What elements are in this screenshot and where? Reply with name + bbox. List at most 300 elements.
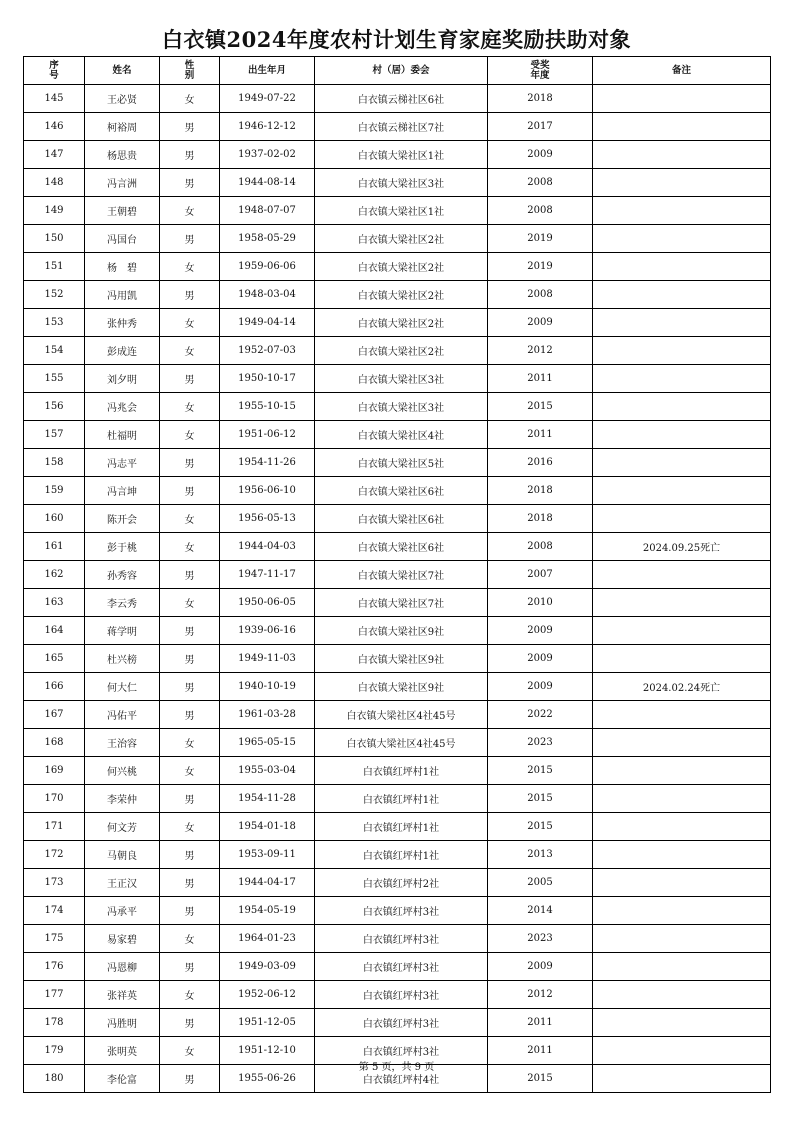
cell-birth: 1946-12-12 bbox=[220, 113, 315, 141]
cell-note bbox=[593, 645, 771, 673]
cell-name: 王朝碧 bbox=[85, 197, 160, 225]
page-footer: 第 5 页，共 9 页 bbox=[358, 1062, 435, 1073]
cell-award-year: 2015 bbox=[488, 1065, 593, 1093]
cell-village: 白衣镇红坪村3社 bbox=[315, 925, 488, 953]
cell-name: 张祥英 bbox=[85, 981, 160, 1009]
table-row bbox=[24, 561, 771, 589]
cell-seq: 172 bbox=[24, 841, 85, 869]
cell-village: 白衣镇大梁社区2社 bbox=[315, 253, 488, 281]
cell-village: 白衣镇大梁社区3社 bbox=[315, 393, 488, 421]
cell-birth: 1954-05-19 bbox=[220, 897, 315, 925]
table-row bbox=[24, 533, 771, 561]
cell-name: 冯兆会 bbox=[85, 393, 160, 421]
table-row bbox=[24, 897, 771, 925]
cell-note bbox=[593, 225, 771, 253]
cell-village: 白衣镇红坪村2社 bbox=[315, 869, 488, 897]
cell-name: 杜福明 bbox=[85, 421, 160, 449]
cell-award-year: 2019 bbox=[488, 225, 593, 253]
cell-seq: 147 bbox=[24, 141, 85, 169]
cell-note bbox=[593, 757, 771, 785]
cell-village: 白衣镇红坪村4社 bbox=[315, 1065, 488, 1093]
cell-gender: 女 bbox=[160, 1037, 220, 1065]
cell-birth: 1937-02-02 bbox=[220, 141, 315, 169]
cell-birth: 1949-04-14 bbox=[220, 309, 315, 337]
cell-seq: 164 bbox=[24, 617, 85, 645]
cell-award-year: 2015 bbox=[488, 813, 593, 841]
cell-seq: 160 bbox=[24, 505, 85, 533]
cell-name: 刘夕明 bbox=[85, 365, 160, 393]
cell-award-year: 2018 bbox=[488, 505, 593, 533]
cell-village: 白衣镇大梁社区5社 bbox=[315, 449, 488, 477]
cell-village: 白衣镇云梯社区6社 bbox=[315, 85, 488, 113]
cell-gender: 男 bbox=[160, 841, 220, 869]
cell-name: 冯国台 bbox=[85, 225, 160, 253]
table-row bbox=[24, 225, 771, 253]
cell-note bbox=[593, 449, 771, 477]
cell-name: 何兴桃 bbox=[85, 757, 160, 785]
cell-name: 杨思贵 bbox=[85, 141, 160, 169]
cell-birth: 1948-03-04 bbox=[220, 281, 315, 309]
cell-name: 冯志平 bbox=[85, 449, 160, 477]
cell-village: 白衣镇红坪村3社 bbox=[315, 953, 488, 981]
cell-birth: 1944-04-03 bbox=[220, 533, 315, 561]
cell-name: 王治容 bbox=[85, 729, 160, 757]
cell-village: 白衣镇大梁社区9社 bbox=[315, 617, 488, 645]
cell-village: 白衣镇大梁社区6社 bbox=[315, 477, 488, 505]
cell-birth: 1949-11-03 bbox=[220, 645, 315, 673]
header-village: 村（居）委会 bbox=[315, 57, 488, 85]
header-seq bbox=[24, 57, 85, 85]
cell-seq: 176 bbox=[24, 953, 85, 981]
cell-birth: 1952-07-03 bbox=[220, 337, 315, 365]
cell-note bbox=[593, 981, 771, 1009]
cell-gender: 女 bbox=[160, 85, 220, 113]
cell-award-year: 2011 bbox=[488, 1037, 593, 1065]
cell-name: 杨 碧 bbox=[85, 253, 160, 281]
table-row bbox=[24, 757, 771, 785]
cell-village: 白衣镇大梁社区2社 bbox=[315, 337, 488, 365]
cell-seq: 175 bbox=[24, 925, 85, 953]
cell-note bbox=[593, 85, 771, 113]
cell-gender: 男 bbox=[160, 365, 220, 393]
cell-name: 冯用凯 bbox=[85, 281, 160, 309]
cell-gender: 男 bbox=[160, 785, 220, 813]
cell-village: 白衣镇红坪村3社 bbox=[315, 897, 488, 925]
cell-birth: 1951-12-10 bbox=[220, 1037, 315, 1065]
table-row bbox=[24, 337, 771, 365]
cell-village: 白衣镇大梁社区4社 bbox=[315, 421, 488, 449]
cell-birth: 1954-11-26 bbox=[220, 449, 315, 477]
cell-gender: 女 bbox=[160, 337, 220, 365]
table-row bbox=[24, 729, 771, 757]
cell-name: 冯承平 bbox=[85, 897, 160, 925]
cell-birth: 1964-01-23 bbox=[220, 925, 315, 953]
cell-gender: 男 bbox=[160, 281, 220, 309]
cell-gender: 男 bbox=[160, 225, 220, 253]
cell-seq: 152 bbox=[24, 281, 85, 309]
cell-gender: 男 bbox=[160, 141, 220, 169]
cell-gender: 女 bbox=[160, 533, 220, 561]
cell-award-year: 2023 bbox=[488, 925, 593, 953]
cell-note: 2024.09.25死亡 bbox=[593, 533, 771, 561]
header-gender-line2: 别 bbox=[184, 69, 195, 81]
cell-gender: 男 bbox=[160, 673, 220, 701]
cell-village: 白衣镇红坪村1社 bbox=[315, 841, 488, 869]
cell-village: 白衣镇大梁社区6社 bbox=[315, 533, 488, 561]
cell-seq: 161 bbox=[24, 533, 85, 561]
cell-name: 孙秀容 bbox=[85, 561, 160, 589]
cell-note bbox=[593, 253, 771, 281]
table-row bbox=[24, 141, 771, 169]
cell-seq: 148 bbox=[24, 169, 85, 197]
cell-note bbox=[593, 421, 771, 449]
cell-village: 白衣镇大梁社区7社 bbox=[315, 589, 488, 617]
cell-birth: 1954-11-28 bbox=[220, 785, 315, 813]
cell-name: 冯恩柳 bbox=[85, 953, 160, 981]
header-seq-line1: 序 bbox=[49, 59, 59, 71]
cell-seq: 174 bbox=[24, 897, 85, 925]
cell-award-year: 2008 bbox=[488, 169, 593, 197]
header-gender-line1: 性 bbox=[184, 59, 195, 71]
cell-award-year: 2009 bbox=[488, 309, 593, 337]
cell-note bbox=[593, 393, 771, 421]
cell-note bbox=[593, 197, 771, 225]
table-row bbox=[24, 309, 771, 337]
cell-note bbox=[593, 477, 771, 505]
cell-award-year: 2014 bbox=[488, 897, 593, 925]
cell-note bbox=[593, 281, 771, 309]
cell-award-year: 2010 bbox=[488, 589, 593, 617]
cell-birth: 1954-01-18 bbox=[220, 813, 315, 841]
cell-note bbox=[593, 337, 771, 365]
cell-village: 白衣镇大梁社区9社 bbox=[315, 645, 488, 673]
cell-note bbox=[593, 113, 771, 141]
cell-gender: 女 bbox=[160, 757, 220, 785]
cell-seq: 145 bbox=[24, 85, 85, 113]
cell-award-year: 2018 bbox=[488, 85, 593, 113]
cell-name: 冯言洲 bbox=[85, 169, 160, 197]
cell-seq: 180 bbox=[24, 1065, 85, 1093]
cell-gender: 女 bbox=[160, 421, 220, 449]
cell-name: 何大仁 bbox=[85, 673, 160, 701]
table-row bbox=[24, 281, 771, 309]
cell-award-year: 2011 bbox=[488, 1009, 593, 1037]
cell-birth: 1955-10-15 bbox=[220, 393, 315, 421]
table-row bbox=[24, 645, 771, 673]
cell-award-year: 2007 bbox=[488, 561, 593, 589]
cell-birth: 1955-03-04 bbox=[220, 757, 315, 785]
cell-seq: 151 bbox=[24, 253, 85, 281]
cell-name: 马朝良 bbox=[85, 841, 160, 869]
cell-birth: 1949-03-09 bbox=[220, 953, 315, 981]
cell-village: 白衣镇红坪村1社 bbox=[315, 813, 488, 841]
cell-award-year: 2008 bbox=[488, 197, 593, 225]
cell-seq: 154 bbox=[24, 337, 85, 365]
beneficiary-table bbox=[23, 56, 771, 1093]
cell-name: 柯裕周 bbox=[85, 113, 160, 141]
table-row bbox=[24, 365, 771, 393]
cell-village: 白衣镇大梁社区3社 bbox=[315, 169, 488, 197]
cell-seq: 177 bbox=[24, 981, 85, 1009]
table-header-row bbox=[24, 57, 771, 85]
cell-birth: 1951-06-12 bbox=[220, 421, 315, 449]
page-title: 白衣镇2024年度农村计划生育家庭奖励扶助对象 bbox=[162, 27, 631, 52]
table-row bbox=[24, 477, 771, 505]
header-note: 备注 bbox=[593, 57, 771, 85]
cell-gender: 女 bbox=[160, 393, 220, 421]
cell-gender: 女 bbox=[160, 589, 220, 617]
cell-note bbox=[593, 617, 771, 645]
cell-birth: 1955-06-26 bbox=[220, 1065, 315, 1093]
cell-village: 白衣镇大梁社区1社 bbox=[315, 141, 488, 169]
cell-award-year: 2009 bbox=[488, 953, 593, 981]
table-row bbox=[24, 449, 771, 477]
cell-name: 冯佑平 bbox=[85, 701, 160, 729]
cell-note bbox=[593, 841, 771, 869]
cell-name: 彭于桃 bbox=[85, 533, 160, 561]
cell-award-year: 2008 bbox=[488, 281, 593, 309]
cell-note bbox=[593, 169, 771, 197]
cell-seq: 150 bbox=[24, 225, 85, 253]
table-row bbox=[24, 113, 771, 141]
cell-village: 白衣镇红坪村1社 bbox=[315, 785, 488, 813]
header-name: 姓名 bbox=[85, 57, 160, 85]
cell-award-year: 2018 bbox=[488, 477, 593, 505]
cell-name: 冯言坤 bbox=[85, 477, 160, 505]
cell-birth: 1959-06-06 bbox=[220, 253, 315, 281]
cell-birth: 1948-07-07 bbox=[220, 197, 315, 225]
cell-name: 杜兴榜 bbox=[85, 645, 160, 673]
cell-note bbox=[593, 561, 771, 589]
table-row bbox=[24, 169, 771, 197]
table-row bbox=[24, 953, 771, 981]
cell-seq: 146 bbox=[24, 113, 85, 141]
cell-village: 白衣镇大梁社区4社45号 bbox=[315, 729, 488, 757]
cell-gender: 男 bbox=[160, 645, 220, 673]
cell-note bbox=[593, 925, 771, 953]
cell-village: 白衣镇大梁社区1社 bbox=[315, 197, 488, 225]
cell-gender: 男 bbox=[160, 113, 220, 141]
cell-seq: 179 bbox=[24, 1037, 85, 1065]
cell-note bbox=[593, 813, 771, 841]
cell-gender: 男 bbox=[160, 701, 220, 729]
cell-gender: 男 bbox=[160, 869, 220, 897]
cell-award-year: 2015 bbox=[488, 757, 593, 785]
cell-birth: 1956-06-10 bbox=[220, 477, 315, 505]
cell-birth: 1951-12-05 bbox=[220, 1009, 315, 1037]
table-row bbox=[24, 701, 771, 729]
cell-birth: 1956-05-13 bbox=[220, 505, 315, 533]
table-body bbox=[24, 85, 771, 1093]
cell-award-year: 2009 bbox=[488, 645, 593, 673]
table-row bbox=[24, 421, 771, 449]
header-birth: 出生年月 bbox=[220, 57, 315, 85]
cell-note: 2024.02.24死亡 bbox=[593, 673, 771, 701]
cell-seq: 159 bbox=[24, 477, 85, 505]
table-row bbox=[24, 869, 771, 897]
cell-name: 王正汉 bbox=[85, 869, 160, 897]
header-gender bbox=[160, 57, 220, 85]
table-row bbox=[24, 197, 771, 225]
cell-seq: 171 bbox=[24, 813, 85, 841]
cell-name: 李云秀 bbox=[85, 589, 160, 617]
cell-seq: 165 bbox=[24, 645, 85, 673]
cell-gender: 男 bbox=[160, 953, 220, 981]
cell-note bbox=[593, 505, 771, 533]
cell-name: 李伦富 bbox=[85, 1065, 160, 1093]
cell-village: 白衣镇红坪村3社 bbox=[315, 981, 488, 1009]
cell-village: 白衣镇红坪村3社 bbox=[315, 1009, 488, 1037]
cell-village: 白衣镇大梁社区9社 bbox=[315, 673, 488, 701]
header-award-year bbox=[488, 57, 593, 85]
cell-award-year: 2011 bbox=[488, 421, 593, 449]
table-row bbox=[24, 505, 771, 533]
table-row bbox=[24, 617, 771, 645]
cell-name: 张仲秀 bbox=[85, 309, 160, 337]
cell-birth: 1939-06-16 bbox=[220, 617, 315, 645]
cell-village: 白衣镇红坪村1社 bbox=[315, 757, 488, 785]
cell-gender: 女 bbox=[160, 981, 220, 1009]
cell-birth: 1961-03-28 bbox=[220, 701, 315, 729]
cell-birth: 1940-10-19 bbox=[220, 673, 315, 701]
cell-award-year: 2005 bbox=[488, 869, 593, 897]
cell-name: 陈开会 bbox=[85, 505, 160, 533]
cell-name: 易家碧 bbox=[85, 925, 160, 953]
cell-note bbox=[593, 309, 771, 337]
cell-gender: 男 bbox=[160, 617, 220, 645]
cell-award-year: 2012 bbox=[488, 981, 593, 1009]
cell-award-year: 2012 bbox=[488, 337, 593, 365]
cell-village: 白衣镇大梁社区2社 bbox=[315, 225, 488, 253]
cell-note bbox=[593, 141, 771, 169]
cell-note bbox=[593, 785, 771, 813]
cell-name: 蒋学明 bbox=[85, 617, 160, 645]
table-row bbox=[24, 589, 771, 617]
cell-name: 彭成连 bbox=[85, 337, 160, 365]
cell-village: 白衣镇红坪村3社 bbox=[315, 1037, 488, 1065]
cell-birth: 1949-07-22 bbox=[220, 85, 315, 113]
cell-gender: 女 bbox=[160, 197, 220, 225]
cell-award-year: 2009 bbox=[488, 673, 593, 701]
cell-gender: 男 bbox=[160, 1065, 220, 1093]
cell-village: 白衣镇大梁社区2社 bbox=[315, 309, 488, 337]
cell-seq: 170 bbox=[24, 785, 85, 813]
cell-seq: 157 bbox=[24, 421, 85, 449]
cell-seq: 163 bbox=[24, 589, 85, 617]
cell-seq: 158 bbox=[24, 449, 85, 477]
cell-gender: 女 bbox=[160, 309, 220, 337]
cell-seq: 166 bbox=[24, 673, 85, 701]
cell-award-year: 2023 bbox=[488, 729, 593, 757]
cell-award-year: 2013 bbox=[488, 841, 593, 869]
cell-gender: 男 bbox=[160, 561, 220, 589]
cell-seq: 155 bbox=[24, 365, 85, 393]
cell-seq: 167 bbox=[24, 701, 85, 729]
cell-seq: 153 bbox=[24, 309, 85, 337]
cell-birth: 1965-05-15 bbox=[220, 729, 315, 757]
table-row bbox=[24, 981, 771, 1009]
cell-seq: 156 bbox=[24, 393, 85, 421]
cell-note bbox=[593, 365, 771, 393]
cell-birth: 1944-08-14 bbox=[220, 169, 315, 197]
cell-gender: 男 bbox=[160, 897, 220, 925]
cell-village: 白衣镇云梯社区7社 bbox=[315, 113, 488, 141]
cell-birth: 1953-09-11 bbox=[220, 841, 315, 869]
cell-gender: 女 bbox=[160, 505, 220, 533]
cell-birth: 1958-05-29 bbox=[220, 225, 315, 253]
cell-note bbox=[593, 1009, 771, 1037]
cell-birth: 1944-04-17 bbox=[220, 869, 315, 897]
cell-birth: 1947-11-17 bbox=[220, 561, 315, 589]
cell-village: 白衣镇大梁社区6社 bbox=[315, 505, 488, 533]
cell-seq: 178 bbox=[24, 1009, 85, 1037]
cell-note bbox=[593, 701, 771, 729]
header-year-line2: 年度 bbox=[530, 69, 550, 81]
cell-award-year: 2009 bbox=[488, 617, 593, 645]
cell-name: 何文芳 bbox=[85, 813, 160, 841]
cell-seq: 149 bbox=[24, 197, 85, 225]
cell-seq: 169 bbox=[24, 757, 85, 785]
cell-note bbox=[593, 869, 771, 897]
cell-village: 白衣镇大梁社区7社 bbox=[315, 561, 488, 589]
table-row bbox=[24, 85, 771, 113]
cell-birth: 1952-06-12 bbox=[220, 981, 315, 1009]
cell-gender: 男 bbox=[160, 477, 220, 505]
cell-award-year: 2011 bbox=[488, 365, 593, 393]
table-row bbox=[24, 673, 771, 701]
cell-name: 冯胜明 bbox=[85, 1009, 160, 1037]
cell-award-year: 2015 bbox=[488, 785, 593, 813]
cell-birth: 1950-10-17 bbox=[220, 365, 315, 393]
header-seq-line2: 号 bbox=[49, 69, 59, 81]
cell-gender: 女 bbox=[160, 813, 220, 841]
cell-note bbox=[593, 953, 771, 981]
cell-gender: 女 bbox=[160, 253, 220, 281]
cell-award-year: 2019 bbox=[488, 253, 593, 281]
cell-award-year: 2015 bbox=[488, 393, 593, 421]
table-row bbox=[24, 253, 771, 281]
header-year-line1: 受奖 bbox=[530, 59, 550, 71]
cell-gender: 男 bbox=[160, 449, 220, 477]
cell-gender: 女 bbox=[160, 729, 220, 757]
table-row bbox=[24, 841, 771, 869]
table-row bbox=[24, 785, 771, 813]
cell-note bbox=[593, 589, 771, 617]
table-row bbox=[24, 925, 771, 953]
cell-seq: 168 bbox=[24, 729, 85, 757]
cell-award-year: 2016 bbox=[488, 449, 593, 477]
cell-name: 王必贤 bbox=[85, 85, 160, 113]
cell-note bbox=[593, 897, 771, 925]
cell-name: 李荣仲 bbox=[85, 785, 160, 813]
cell-seq: 162 bbox=[24, 561, 85, 589]
cell-award-year: 2009 bbox=[488, 141, 593, 169]
cell-birth: 1950-06-05 bbox=[220, 589, 315, 617]
cell-name: 张明英 bbox=[85, 1037, 160, 1065]
table-row bbox=[24, 813, 771, 841]
cell-gender: 女 bbox=[160, 925, 220, 953]
table-row bbox=[24, 393, 771, 421]
cell-seq: 173 bbox=[24, 869, 85, 897]
cell-award-year: 2008 bbox=[488, 533, 593, 561]
table-row bbox=[24, 1009, 771, 1037]
cell-award-year: 2022 bbox=[488, 701, 593, 729]
cell-award-year: 2017 bbox=[488, 113, 593, 141]
cell-village: 白衣镇大梁社区4社45号 bbox=[315, 701, 488, 729]
cell-village: 白衣镇大梁社区3社 bbox=[315, 365, 488, 393]
cell-gender: 男 bbox=[160, 1009, 220, 1037]
cell-gender: 男 bbox=[160, 169, 220, 197]
